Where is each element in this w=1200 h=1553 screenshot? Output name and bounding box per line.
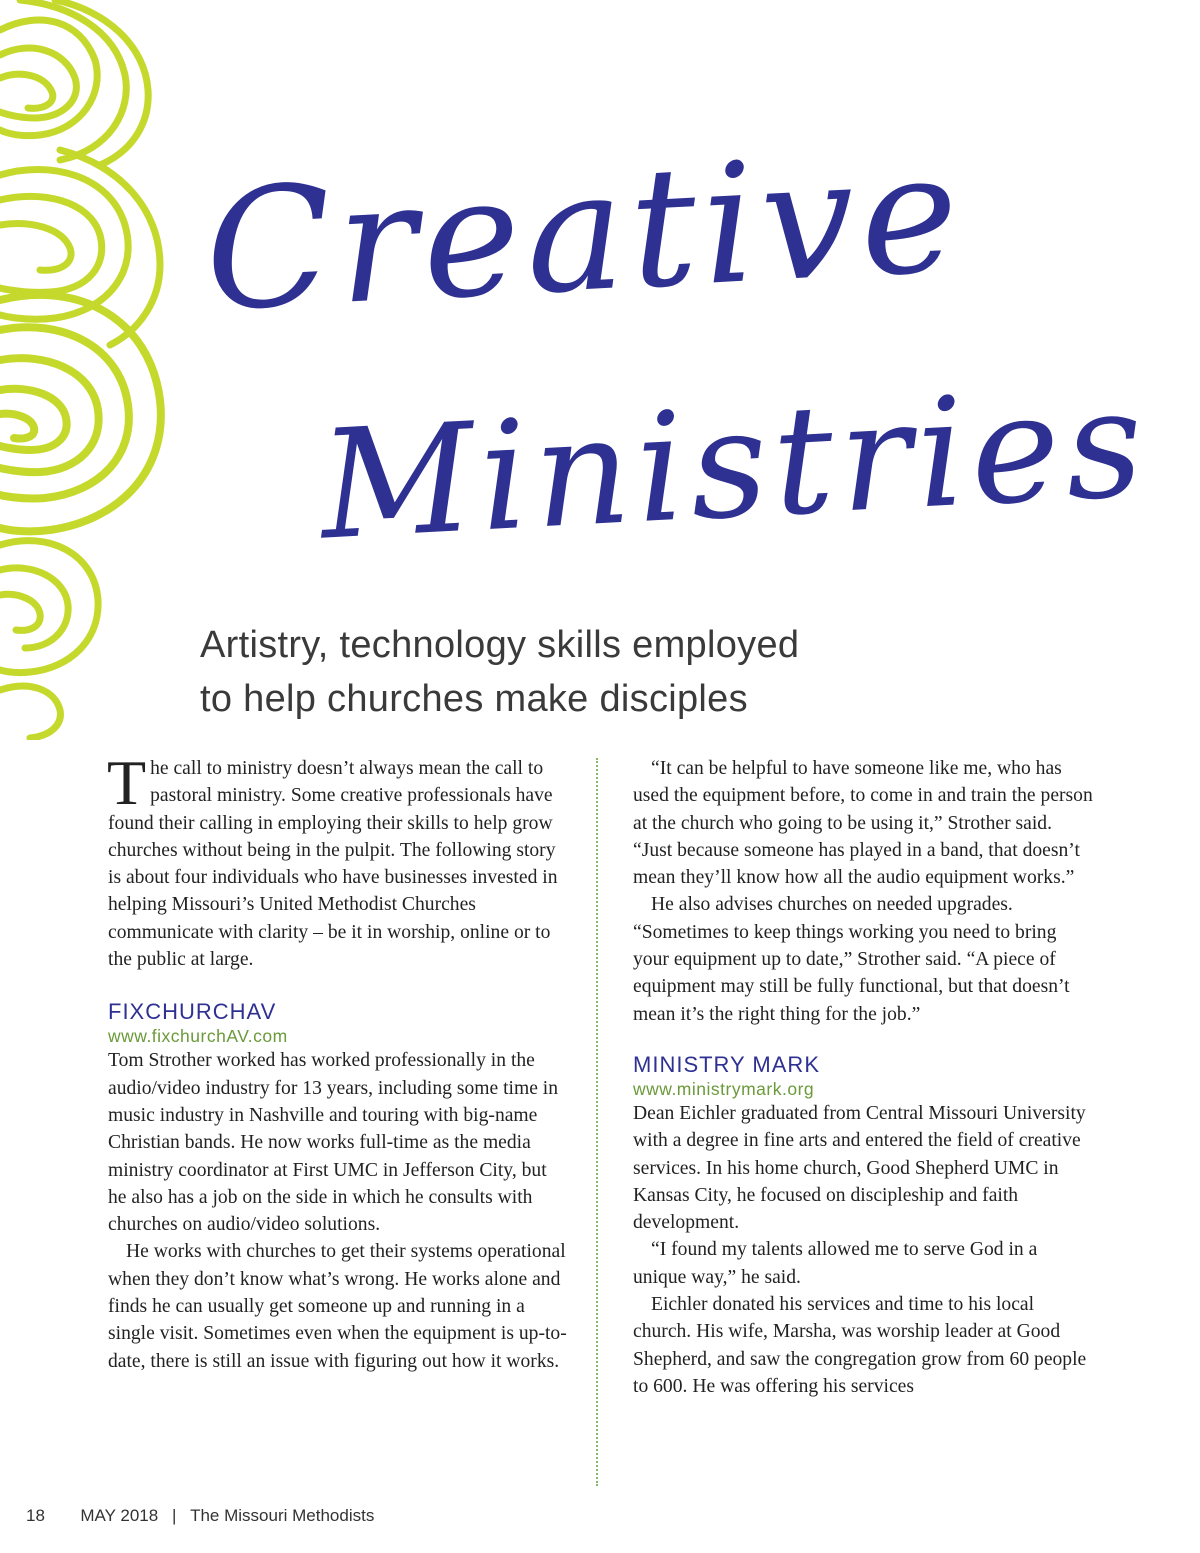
subtitle-line-1: Artistry, technology skills employed bbox=[200, 624, 800, 666]
issue-date: MAY 2018 bbox=[80, 1506, 159, 1525]
intro-paragraph bbox=[107, 747, 568, 973]
body-paragraph: “I found my talents allowed me to serve God in a unique way,” he said. bbox=[633, 1239, 1038, 1288]
intro-text: he call to ministry doesn’t always mean the call to pastoral ministry. Some creative professionals have found their calling in employing their skills to help grow churches without being in the pulpit. The following story is about four individuals who have businesses invested in helping Missouri’s United Methodist Churches communicate with clarity – be it in worship, online or to the public at large. bbox=[108, 758, 558, 971]
page-footer bbox=[26, 1506, 374, 1526]
decorative-swirl-graphic bbox=[0, 0, 200, 740]
section-url-fixchurchav[interactable]: www.fixchurchAV.com bbox=[108, 1026, 288, 1047]
article-column-right bbox=[633, 755, 1093, 1400]
title-line-creative: Creative bbox=[200, 116, 969, 348]
body-paragraph: Eichler donated his services and time to his local church. His wife, Marsha, was worship leader at Good Shepherd, and saw the congregation grow from 60 people to 600. He was offering his services bbox=[633, 1294, 1087, 1397]
body-paragraph: “It can be helpful to have someone like me, who has used the equipment before, to come in and train the person at the church who going to be using it,” Strother said. “Just because someone has played in a band, that doesn’t mean they’ll know how all the audio equipment works.” bbox=[633, 758, 1093, 889]
body-paragraph: He also advises churches on needed upgrades. “Sometimes to keep things working you need to bring your equipment up to date,” Strother said. “A piece of equipment may still be fully functional, but that doesn’t mean it’s the right thing for the job.” bbox=[633, 894, 1070, 1025]
section-heading-ministry-mark: MINISTRY MARK bbox=[633, 1051, 820, 1077]
section-heading-fixchurchav: FIXCHURCHAV bbox=[108, 999, 277, 1025]
body-paragraph: Dean Eichler graduated from Central Missouri University with a degree in fine arts and entered the field of creative services. In his home church, Good Shepherd UMC in Kansas City, he focused on discipleship and faith development. bbox=[633, 1102, 1086, 1234]
article-column-left bbox=[107, 747, 568, 1375]
section-fixchurchav bbox=[108, 999, 568, 1375]
body-paragraph: He works with churches to get their systems operational when they don’t know what’s wrong. He works alone and finds he can usually get someone up and running in a single visit. Sometimes even when the equipment is up-to-date, there is still an issue with figuring out how it works. bbox=[108, 1241, 567, 1372]
title-line-ministries: Ministries bbox=[316, 356, 1153, 574]
column-divider bbox=[596, 758, 598, 1486]
subtitle-line-2: to help churches make disciples bbox=[200, 678, 748, 720]
page-number: 18 bbox=[26, 1506, 45, 1525]
drop-cap: T bbox=[107, 747, 147, 818]
subtitle bbox=[200, 618, 1100, 726]
body-paragraph: Tom Strother worked has worked professionally in the audio/video industry for 13 years, including some time in music industry in Nashville and touring with big-name Christian bands. He now works full-time as the media ministry coordinator at First UMC in Jefferson City, but he also has a job on the side in which he consults with churches on audio/video solutions. bbox=[108, 1050, 559, 1236]
section-ministry-mark bbox=[633, 1052, 1093, 1400]
section-url-ministry-mark[interactable]: www.ministrymark.org bbox=[633, 1078, 815, 1099]
footer-separator: | bbox=[171, 1506, 177, 1525]
publication-name: The Missouri Methodists bbox=[190, 1506, 375, 1525]
